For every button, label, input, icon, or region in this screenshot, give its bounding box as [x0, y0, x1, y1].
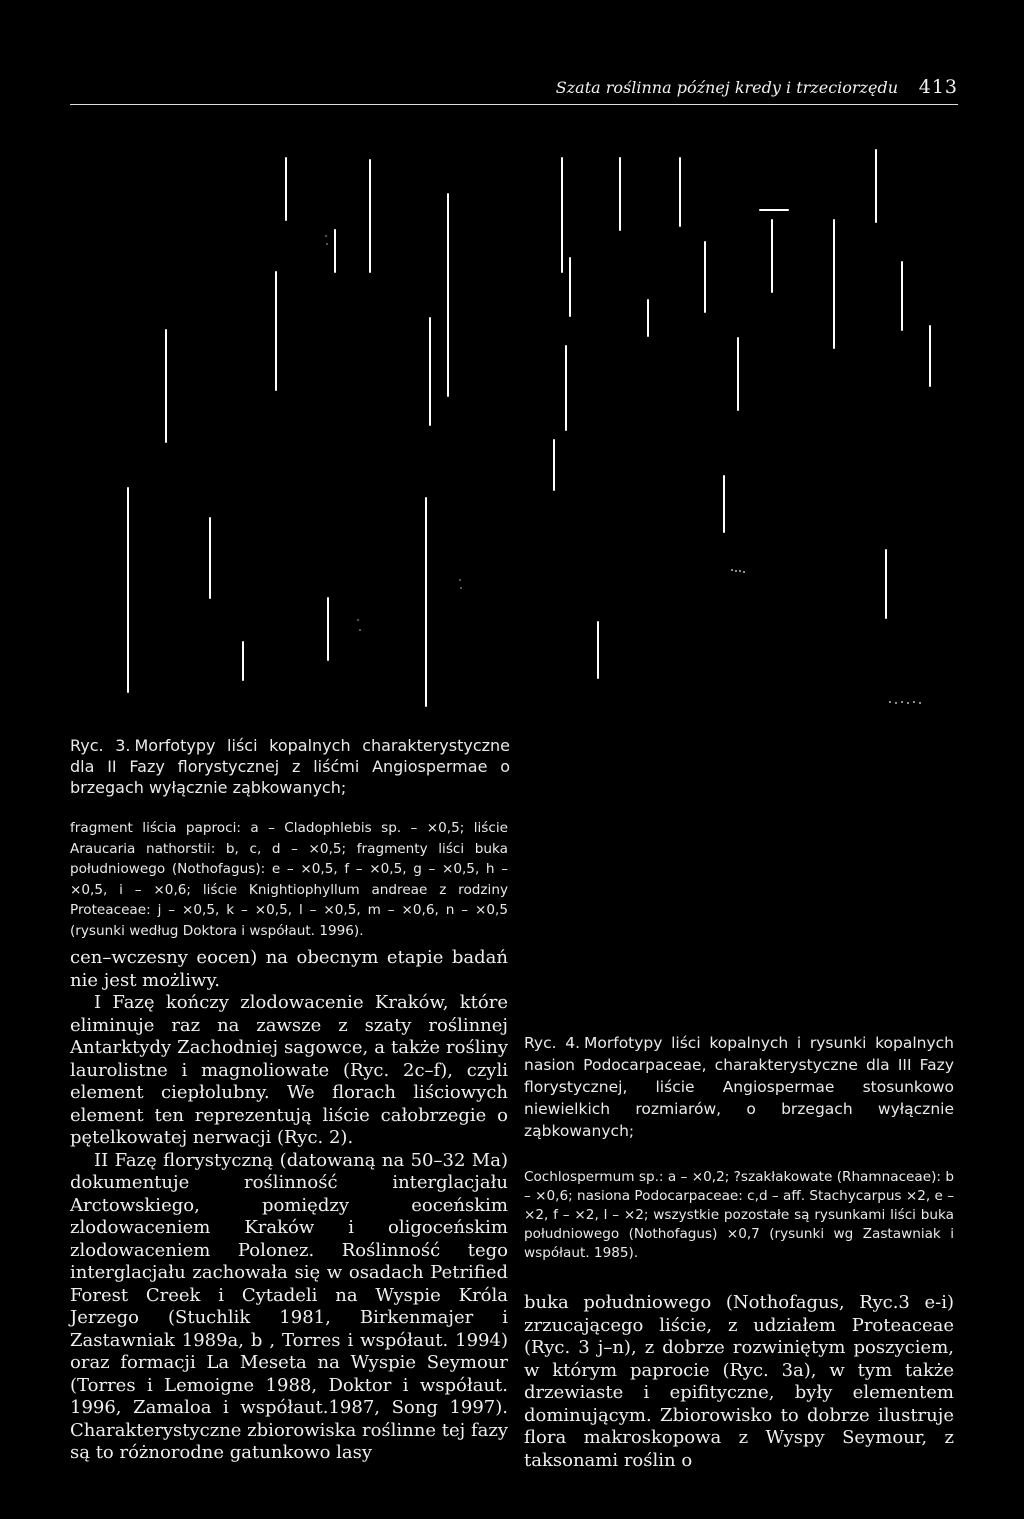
page-header: [70, 74, 958, 105]
left-column-text: [70, 947, 508, 1465]
figure-3-label: Ryc. 3.: [70, 736, 131, 755]
right-column-text: [524, 1292, 954, 1472]
left-paragraph-1: cen–wczesny eocen) na obecnym etapie badań nie jest możliwy.: [70, 947, 508, 991]
figure-4-legend: Cochlospermum sp.: a – ×0,2; ?szakłakowate (Rhamnaceae): b – ×0,6; nasiona Podocarpaceae: c,d – aff. Stachycarpus ×2, e – ×2, f – ×2, l – ×2; wszystkie pozostałe są rysunkami liści buka południowego (Nothofagus) ×0,7 (rysunki wg Zastawniak i współaut. 1985).: [524, 1169, 955, 1261]
figure-4-caption: [524, 1032, 954, 1142]
figure-4-label: Ryc. 4.: [524, 1034, 581, 1052]
left-paragraph-2: I Fazę kończy zlodowacenie Kraków, które eliminuje raz na zawsze z szaty roślinnej Antarktydy Zachodniej sagowce, a także rośliny laurolistne i magnoliowate (Ryc. 2c–f), czyli element ciepłolubny. We florach liściowych element ten reprezentują liście całobrzegie o pętelkowatej nerwacji (Ryc. 2).: [70, 992, 508, 1148]
page-number: 413: [918, 76, 958, 98]
figure-3-title: Morfotypy liści kopalnych charakterystyczne dla II Fazy florystycznej z liśćmi Angiospermae o brzegach wyłącznie ząbkowanych;: [70, 736, 511, 797]
running-title: Szata roślinna późnej kredy i trzeciorzędu: [555, 78, 898, 97]
right-paragraph-1: buka południowego (Nothofagus, Ryc.3 e-i) zrzucającego liście, z udziałem Proteaceae (Ryc. 3 j–n), z dobrze rozwiniętym poszyciem, w którym paprocie (Ryc. 3a), w tym także drzewiaste i epifityczne, były elementem dominującym. Zbiorowisko to dobrze ilustruje flora makroskopowa z Wyspy Seymour, z taksonami roślin o: [524, 1292, 954, 1471]
figure-3-svg: [60, 140, 970, 720]
figure-3-caption: [70, 735, 510, 798]
figure-4-title: Morfotypy liści kopalnych i rysunki kopalnych nasion Podocarpaceae, charakterystyczne dla III Fazy florystycznej, liście Angiospermae stosunkowo niewielkich rozmiarów, o brzegach wyłącznie ząbkowanych;: [524, 1034, 954, 1140]
figure-3-legend: fragment liścia paproci: a – Cladophlebis sp. – ×0,5; liście Araucaria nathorstii: b, c, d – ×0,5; fragmenty liści buka południowego (Nothofagus): e – ×0,5, f – ×0,5, g – ×0,5, h – ×0,5, i – ×0,6; liście Knightiophyllum andreae z rodziny Proteaceae: j – ×0,5, k – ×0,5, l – ×0,5, m – ×0,6, n – ×0,5 (rysunki według Doktora i współaut. 1996).: [70, 820, 508, 939]
figure-3-drawings: [60, 140, 970, 720]
left-paragraph-3: II Fazę florystyczną (datowaną na 50–32 Ma) dokumentuje roślinność interglacjału Arctowskiego, pomiędzy eoceńskim zlodowaceniem Kraków i oligoceńskim zlodowaceniem Polonez. Roślinność tego interglacjału zachowała się w osadach Petrified Forest Creek i Cytadeli na Wyspie Króla Jerzego (Stuchlik 1981, Birkenmajer i Zastawniak 1989a, b , Torres i współaut. 1994) oraz formacji La Meseta na Wyspie Seymour (Torres i Lemoigne 1988, Doktor i współaut. 1996, Zamaloa i współaut.1987, Song 1997). Charakterystyczne zbiorowiska roślinne tej fazy są to różnorodne gatunkowo lasy: [70, 1149, 508, 1463]
